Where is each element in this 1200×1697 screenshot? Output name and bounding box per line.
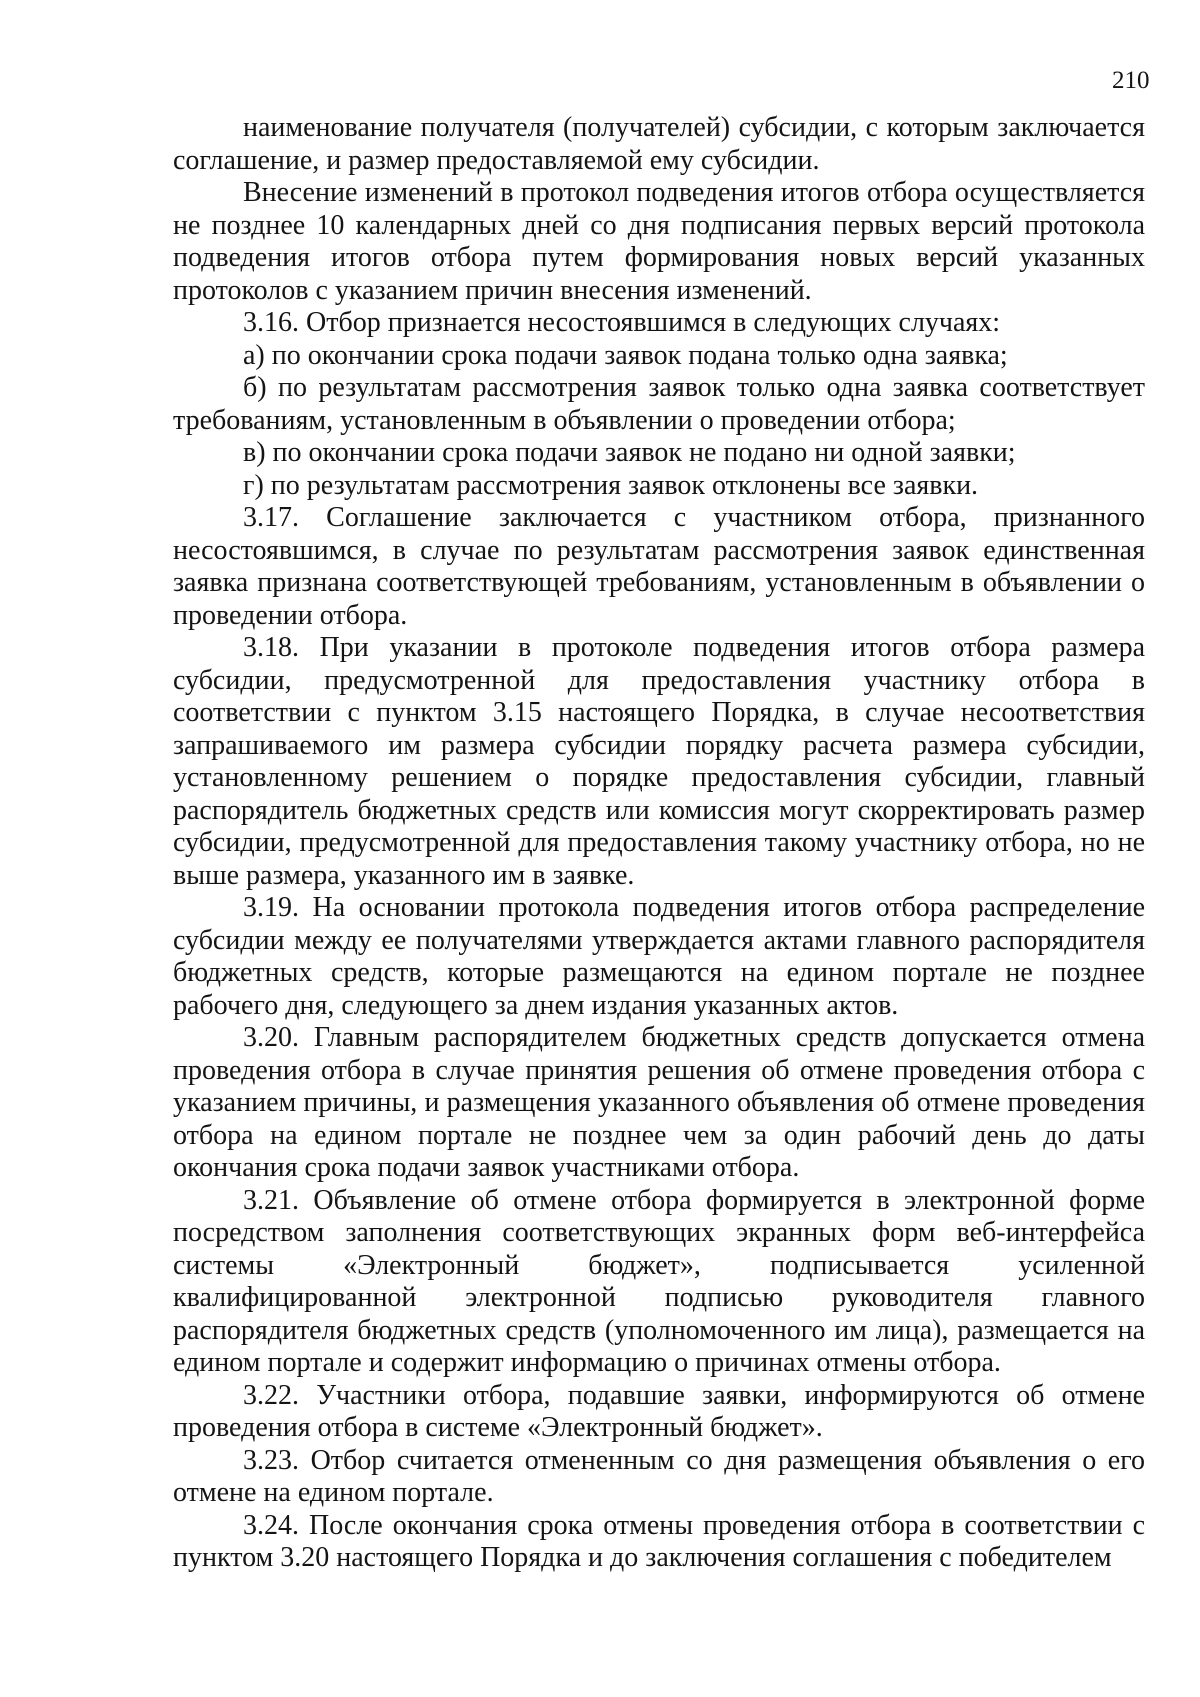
clause-3-20: 3.20. Главным распорядителем бюджетных средств допускается отмена проведения отбора в случае принятия решения об отмене проведения отбора с указанием причины, и размещения указанного объявления об отмене проведения отбора на едином портале не позднее чем за один рабочий день до даты окончания срока подачи заявок участниками отбора.	[173, 1022, 1145, 1183]
clause-3-16-item-b: б) по результатам рассмотрения заявок только одна заявка соответствует требованиям, установленным в объявлении о проведении отбора;	[173, 372, 1145, 436]
clause-3-24: 3.24. После окончания срока отмены проведения отбора в соответствии с пунктом 3.20 настоящего Порядка и до заключения соглашения с победителем	[173, 1509, 1145, 1573]
paragraph-continuation: наименование получателя (получателей) субсидии, с которым заключается соглашение, и размер предоставляемой ему субсидии.	[173, 112, 1145, 176]
clause-3-21: 3.21. Объявление об отмене отбора формируется в электронной форме посредством заполнения соответствующих экранных форм веб-интерфейса системы «Электронный бюджет», подписывается усиленной квалифицированной электронной подписью руководителя главного распорядителя бюджетных средств (уполномоченного им лица), размещается на едином портале и содержит информацию о причинах отмены отбора.	[173, 1184, 1145, 1378]
clause-3-19: 3.19. На основании протокола подведения итогов отбора распределение субсидии между ее получателями утверждается актами главного распорядителя бюджетных средств, которые размещаются на едином портале не позднее рабочего дня, следующего за днем издания указанных актов.	[173, 892, 1145, 1021]
clause-3-16: 3.16. Отбор признается несостоявшимся в следующих случаях:	[243, 307, 1001, 338]
clause-3-16-item-v: в) по окончании срока подачи заявок не подано ни одной заявки;	[243, 437, 1016, 468]
document-body	[173, 112, 1145, 1575]
paragraph-protocol-changes: Внесение изменений в протокол подведения итогов отбора осуществляется не позднее 10 календарных дней со дня подписания первых версий протокола подведения итогов отбора путем формирования новых версий указанных протоколов с указанием причин внесения изменений.	[173, 177, 1145, 306]
clause-3-16-item-a: а) по окончании срока подачи заявок подана только одна заявка;	[243, 339, 1008, 371]
clause-3-16-item-g: г) по результатам рассмотрения заявок отклонены все заявки.	[243, 469, 979, 501]
page-number: 210	[1112, 67, 1150, 94]
clause-3-23: 3.23. Отбор считается отмененным со дня размещения объявления о его отмене на едином портале.	[173, 1444, 1145, 1508]
clause-3-17: 3.17. Соглашение заключается с участником отбора, признанного несостоявшимся, в случае по результатам рассмотрения заявок единственная заявка признана соответствующей требованиям, установленным в объявлении о проведении отбора.	[173, 502, 1145, 631]
clause-3-18: 3.18. При указании в протоколе подведения итогов отбора размера субсидии, предусмотренной для предоставления участнику отбора в соответствии с пунктом 3.15 настоящего Порядка, в случае несоответствия запрашиваемого им размера субсидии порядку расчета размера субсидии, установленному решением о порядке предоставления субсидии, главный распорядитель бюджетных средств или комиссия могут скорректировать размер субсидии, предусмотренной для предоставления такому участнику отбора, но не выше размера, указанного им в заявке.	[173, 632, 1145, 891]
clause-3-22: 3.22. Участники отбора, подавшие заявки, информируются об отмене проведения отбора в системе «Электронный бюджет».	[173, 1379, 1145, 1443]
